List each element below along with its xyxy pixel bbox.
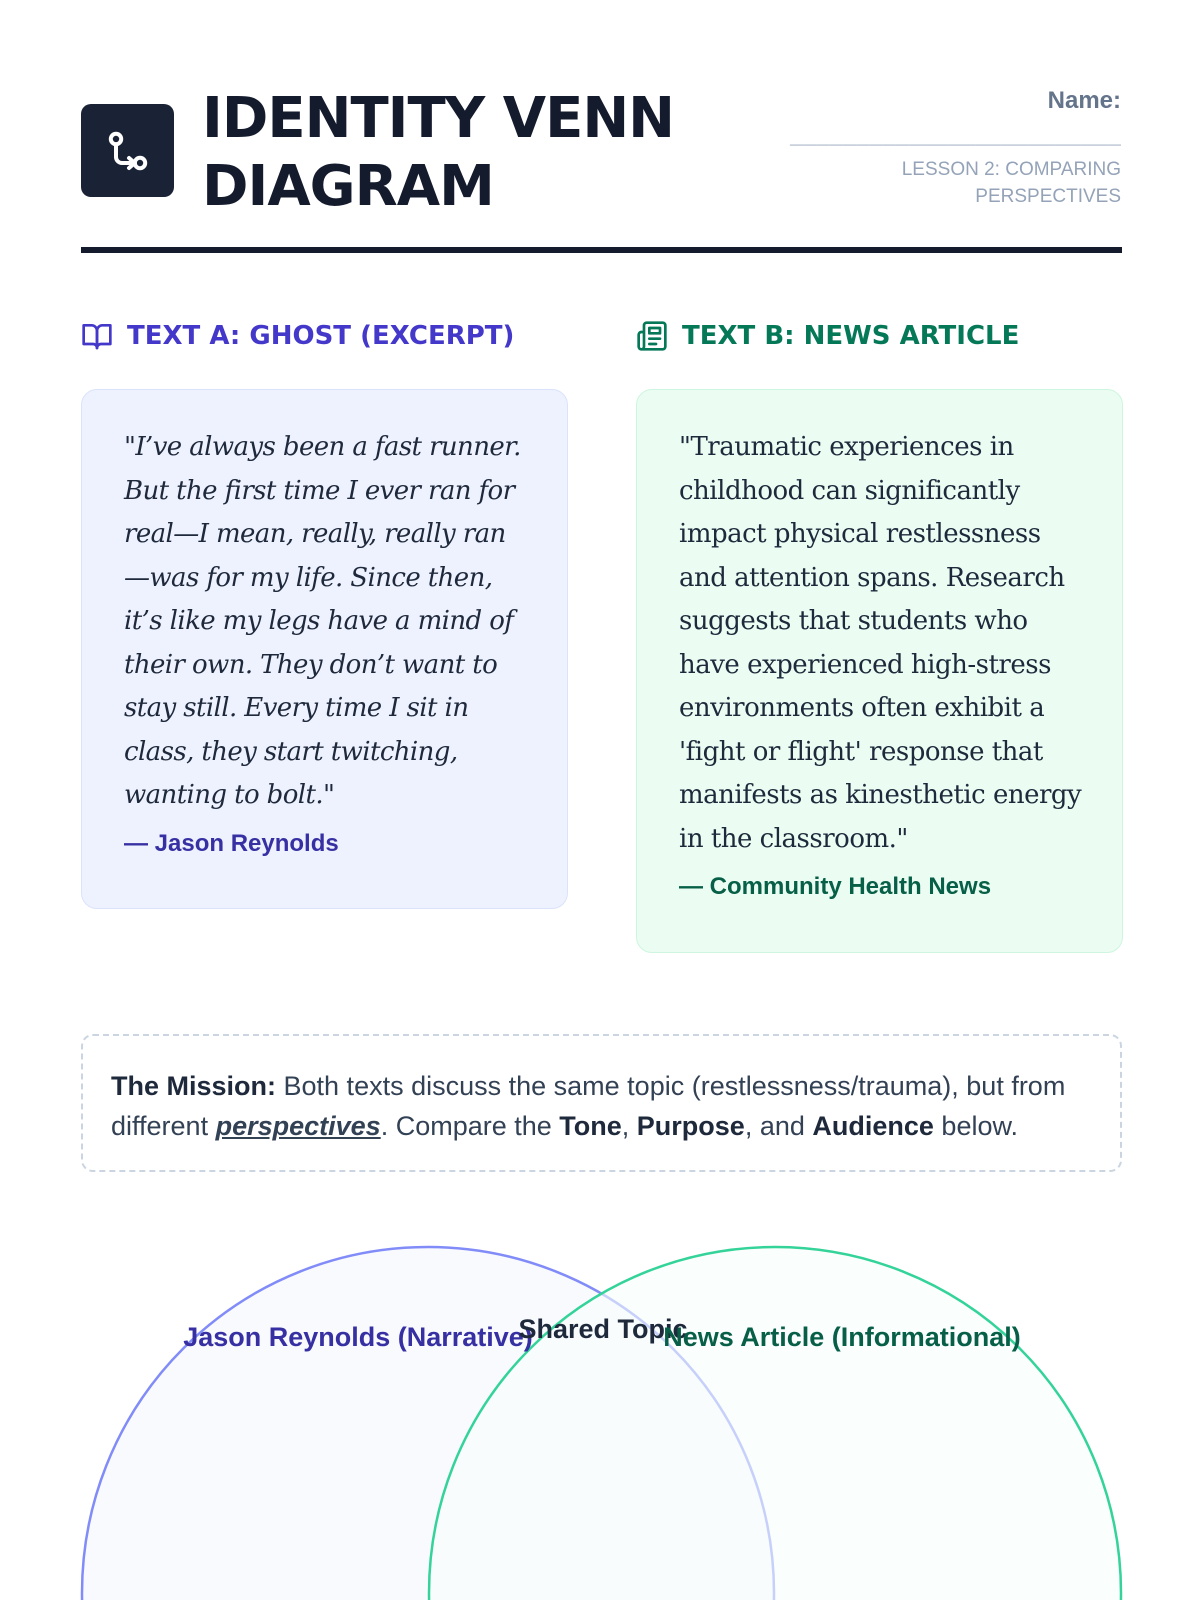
name-label: Name: — [1047, 87, 1121, 114]
text-b-heading — [636, 320, 1019, 352]
venn-left-label: Jason Reynolds (Narrative) — [183, 1322, 533, 1352]
text-a-heading — [81, 320, 514, 352]
book-open-icon — [81, 320, 113, 352]
mission-audience: Audience — [812, 1111, 934, 1141]
text-a-quote: "I’ve always been a fast runner. But the first time I ever ran for real—I mean, really, really ran—was for my life. Since then, it’s like my legs have a mind of their own. They don’t want to stay still. Every time I sit in class, they start twitching, wanting to bolt." — [124, 432, 521, 810]
text-a-attribution: — Jason Reynolds — [124, 829, 339, 857]
header-divider — [81, 247, 1122, 253]
mission-sep-1: , — [621, 1111, 637, 1141]
mission-sep-2: , and — [744, 1111, 813, 1141]
title-line-2: DIAGRAM — [202, 154, 494, 219]
text-a-heading-label: TEXT A: GHOST (EXCERPT) — [127, 321, 515, 351]
mission-purpose: Purpose — [636, 1111, 745, 1141]
venn-right-label: News Article (Informational) — [663, 1322, 1021, 1352]
venn-diagram — [0, 1230, 1200, 1600]
name-field-line[interactable]: _________________________ — [789, 121, 1121, 146]
mission-emphasis: perspectives — [215, 1111, 381, 1141]
newspaper-icon — [636, 320, 668, 352]
git-compare-icon — [81, 104, 174, 197]
venn-center-label: Shared Topic — [518, 1314, 688, 1344]
text-b-card — [636, 389, 1123, 953]
mission-text-2: . Compare the — [380, 1111, 560, 1141]
mission-text-3: below. — [933, 1111, 1018, 1141]
mission-tone: Tone — [559, 1111, 622, 1141]
text-b-quote: "Traumatic experiences in childhood can significantly impact physical restlessness and attention spans. Research suggests that students who have experienced high-stress environments often exhibit a 'fight or flight' response that manifests as kinesthetic energy in the classroom." — [679, 432, 1082, 854]
text-a-card — [81, 389, 568, 909]
mission-label: The Mission: — [111, 1071, 277, 1101]
mission-text-1: Both texts discuss the same topic (restlessness/trauma), but from different — [111, 1071, 1066, 1141]
title-line-1: IDENTITY VENN — [202, 86, 675, 151]
page-header — [81, 85, 1121, 255]
student-meta — [781, 85, 1121, 210]
mission-box — [81, 1034, 1122, 1172]
text-b-heading-label: TEXT B: NEWS ARTICLE — [682, 321, 1020, 351]
page-title — [202, 85, 674, 221]
text-b-attribution: — Community Health News — [679, 873, 992, 900]
lesson-subtitle: LESSON 2: COMPARING PERSPECTIVES — [901, 159, 1121, 207]
